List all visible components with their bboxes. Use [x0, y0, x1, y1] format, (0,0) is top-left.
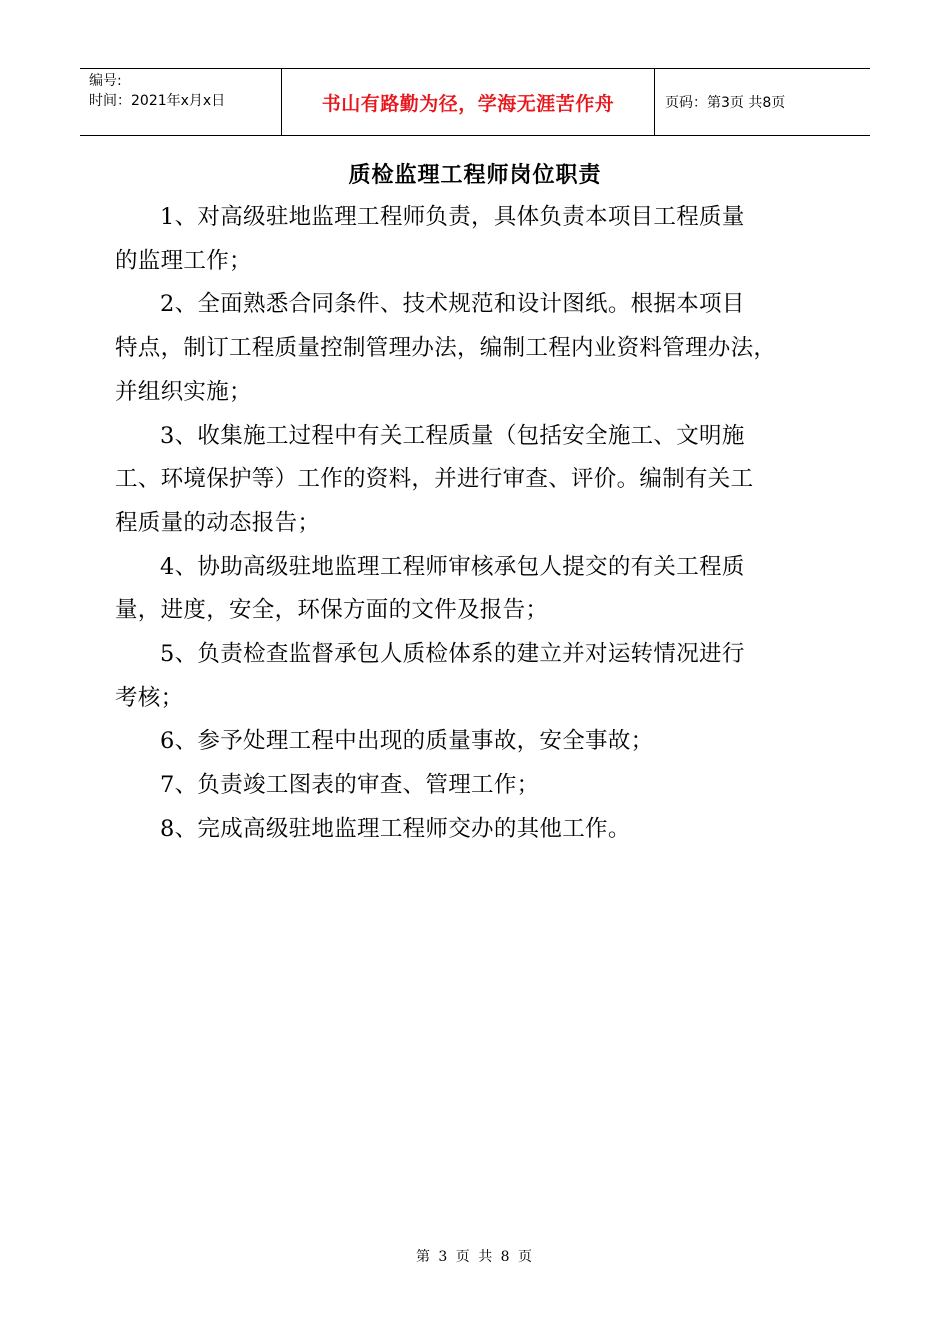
header-time-label: 时间：2021年x月x日	[89, 93, 226, 109]
paragraph-7: 7、负责竣工图表的审查、管理工作；	[160, 772, 540, 799]
document-body	[115, 196, 835, 852]
header-motto: 书山有路勤为径，学海无涯苦作舟	[282, 69, 655, 135]
header-number-label: 编号:	[89, 73, 122, 89]
paragraph-5: 5、负责检查监督承包人质检体系的建立并对运转情况进行 考核；	[115, 641, 745, 711]
page-footer-number: 第 3 页 共 8 页	[415, 1249, 535, 1265]
paragraph-6: 6、参予处理工程中出现的质量事故，安全事故；	[160, 728, 654, 755]
document-title: 质检监理工程师岗位职责	[348, 163, 602, 188]
header-meta	[80, 69, 282, 135]
paragraph-8: 8、完成高级驻地监理工程师交办的其他工作。	[160, 815, 631, 842]
header-page-info: 页码：第3页 共8页	[665, 95, 786, 111]
paragraph-1: 1、对高级驻地监理工程师负责，具体负责本项目工程质量 的监理工作；	[115, 204, 745, 274]
paragraph-3: 3、收集施工过程中有关工程质量（包括安全施工、文明施 工、环境保护等）工作的资料，并进行审查、评价。编制有关工 程质量的动态报告；	[115, 422, 754, 536]
paragraph-2: 2、全面熟悉合同条件、技术规范和设计图纸。根据本项目 特点，制订工程质量控制管理办法，编制工程内业资料管理办法， 并组织实施；	[115, 291, 777, 405]
page-header	[80, 68, 870, 136]
paragraph-4: 4、协助高级驻地监理工程师审核承包人提交的有关工程质 量，进度，安全，环保方面的文件及报告；	[115, 553, 745, 624]
